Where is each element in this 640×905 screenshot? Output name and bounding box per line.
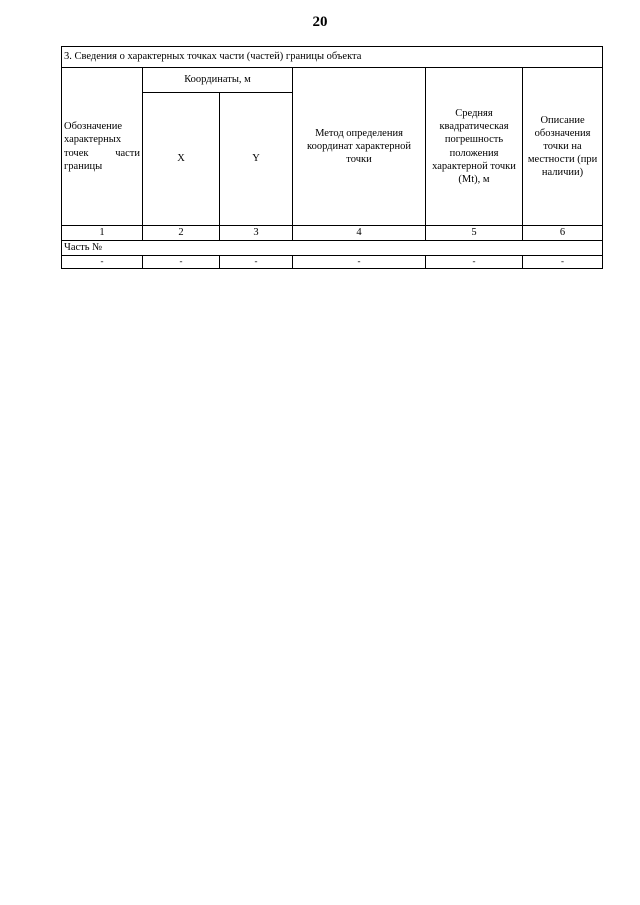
- column-index: 5: [426, 226, 523, 241]
- header-row-top: [62, 68, 603, 93]
- table-row: [62, 256, 603, 269]
- header-mean-error: Средняя квадратическая погрешность положения характерной точки (Mt), м: [426, 68, 523, 226]
- table-cell: -: [62, 256, 143, 269]
- table-cell: -: [143, 256, 220, 269]
- column-index-row: [62, 226, 603, 241]
- part-label: Часть №: [62, 241, 603, 256]
- part-label-row: [62, 241, 603, 256]
- page-number: 20: [312, 14, 328, 30]
- table-cell: -: [523, 256, 603, 269]
- column-index: 6: [523, 226, 603, 241]
- header-y: Y: [220, 93, 293, 226]
- header-method: Метод определения координат характерной точки: [293, 68, 426, 226]
- header-coordinates: Координаты, м: [143, 68, 293, 93]
- section-title: 3. Сведения о характерных точках части (частей) границы объекта: [62, 47, 603, 68]
- table-cell: -: [220, 256, 293, 269]
- column-index: 3: [220, 226, 293, 241]
- table-cell: -: [426, 256, 523, 269]
- column-index: 2: [143, 226, 220, 241]
- column-index: 1: [62, 226, 143, 241]
- header-description: Описание обозначения точки на местности (при наличии): [523, 68, 603, 226]
- header-x: X: [143, 93, 220, 226]
- boundary-points-table: [61, 46, 603, 269]
- table-title-row: [62, 47, 603, 68]
- header-point-designation: Обозначение характерных точек части границы: [62, 68, 143, 226]
- table-cell: -: [293, 256, 426, 269]
- column-index: 4: [293, 226, 426, 241]
